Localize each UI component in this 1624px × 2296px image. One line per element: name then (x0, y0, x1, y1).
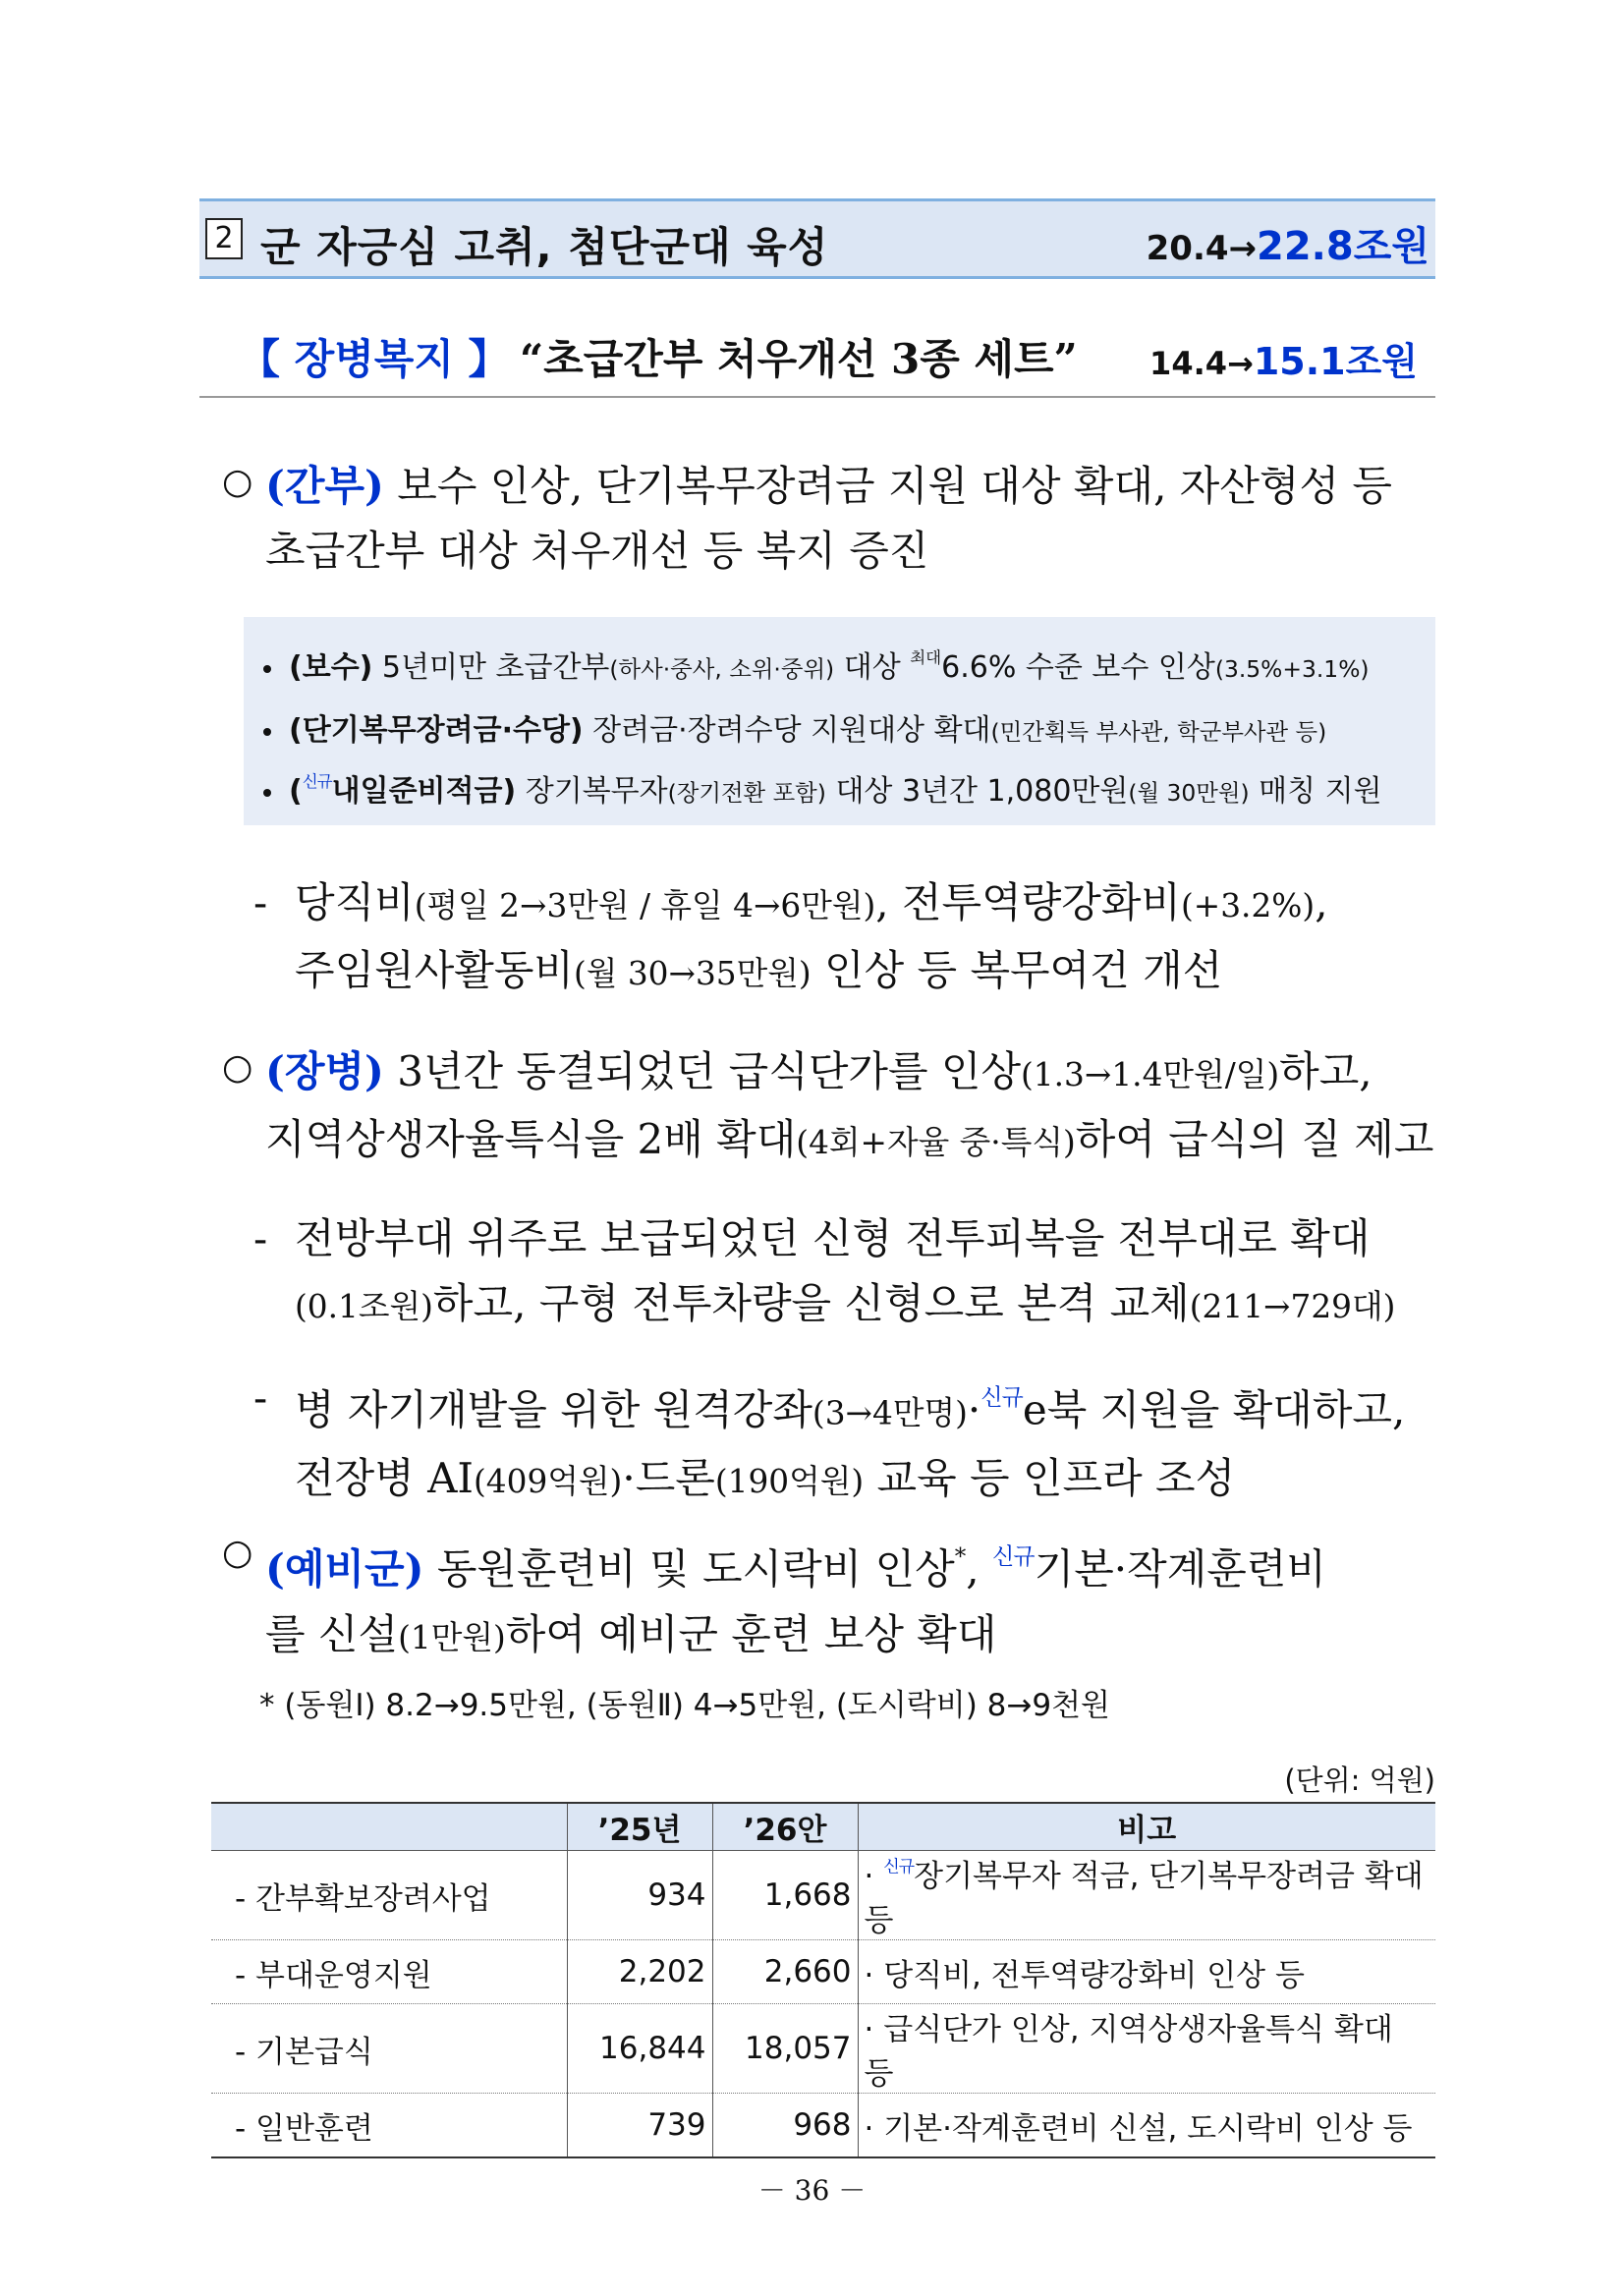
box-text: 6.6% 수준 보수 인상 (941, 650, 1215, 685)
box-small-text: (하사·중사, 소위·중위) (609, 655, 835, 683)
soldiers-label: (장병) (265, 1047, 384, 1095)
table-cell-2025: 2,202 (567, 1940, 712, 2004)
new-tag: 신규 (302, 771, 332, 791)
table-cell-2026: 18,057 (712, 2004, 858, 2094)
officers-line-2: 초급간부 대상 처우개선 등 복지 증진 (265, 527, 929, 575)
text: e북 지원을 확대하고, (1022, 1385, 1406, 1434)
table-cell-2026: 1,668 (712, 1851, 858, 1940)
box-sup-text: 최대 (910, 647, 942, 667)
table-cell-2025: 934 (567, 1851, 712, 1940)
text: 주임원사활동비 (295, 946, 575, 994)
table-cell-remark (858, 2004, 1435, 2094)
table-row (211, 2094, 1435, 2158)
reserve-label: (예비군) (265, 1544, 424, 1594)
box-item-label: (단기복무장려금·수당) (289, 713, 584, 748)
budget-table (211, 1802, 1435, 2158)
text: 하여 급식의 질 제고 (1075, 1115, 1434, 1163)
soldiers-line-1 (265, 1039, 1433, 1107)
box-text: 5년미만 초급간부 (372, 650, 610, 685)
table-header-row (211, 1803, 1435, 1851)
box-text: 장기복무자 (516, 774, 668, 809)
remark-text: 급식단가 인상, 지역상생자율특식 확대 등 (864, 2012, 1393, 2092)
box-item-label: (보수) (289, 650, 373, 685)
officers-label: (간부) (265, 462, 384, 510)
text: , (966, 1544, 992, 1594)
text: 를 신설 (265, 1609, 399, 1658)
remark-text: 기본·작계훈련비 신설, 도시락비 인상 등 (883, 2110, 1413, 2147)
table-cell-2026: 968 (712, 2094, 858, 2158)
small-text: (+3.2%) (1181, 887, 1316, 924)
soldiers-bullet: ○ (222, 1047, 253, 1088)
reserve-paragraph (265, 1525, 1326, 1670)
officers-line-1 (265, 454, 1392, 519)
table-header-remark: 비고 (858, 1803, 1435, 1851)
box-item-salary (263, 643, 1370, 686)
table-row (211, 2004, 1435, 2094)
remark-text: 장기복무자 적금, 단기복무장려금 확대 등 (864, 1859, 1424, 1938)
box-item-savings (263, 766, 1382, 810)
remark-text: 당직비, 전투역량강화비 인상 등 (883, 1957, 1305, 1993)
officer-details-box (244, 617, 1435, 825)
duty-line-2 (295, 938, 1328, 1006)
bullet-dot-icon (263, 728, 271, 736)
subsection-category: 【 장병복지 】 (239, 335, 510, 383)
table-cell-2025: 739 (567, 2094, 712, 2158)
subsection-header (199, 319, 1435, 398)
box-small-text: (장기전환 포함) (667, 779, 826, 807)
text: 동원훈련비 및 도시락비 인상 (423, 1544, 955, 1594)
text: 병 자기개발을 위한 원격강좌 (295, 1385, 812, 1434)
selfdev-paragraph (295, 1366, 1405, 1514)
subsection-budget (1149, 331, 1418, 385)
subsection-quote: “초급간부 처우개선 3종 세트” (520, 335, 1078, 383)
new-tag: 신규 (992, 1544, 1035, 1570)
reserve-line-2 (265, 1602, 1326, 1670)
duty-dash: - (253, 878, 268, 926)
text: 3년간 동결되었던 급식단가를 인상 (383, 1047, 1022, 1095)
small-text: (평일 2→3만원 / 휴일 4→6만원) (414, 887, 876, 924)
new-tag: 신규 (980, 1385, 1023, 1411)
table-cell-item: - 일반훈련 (211, 2094, 567, 2158)
text: 당직비 (295, 878, 415, 926)
reserve-bullet: ○ (222, 1533, 253, 1573)
soldiers-paragraph (265, 1039, 1433, 1175)
box-text: 장려금·장려수당 지원대상 확대 (583, 713, 991, 748)
table-cell-2026: 2,660 (712, 1940, 858, 2004)
text: 하여 예비군 훈련 보상 확대 (505, 1609, 997, 1658)
soldiers-line-2 (265, 1107, 1433, 1175)
officers-line-1-text: 보수 인상, 단기복무장려금 지원 대상 확대, 자산형성 등 (383, 462, 1392, 510)
footnote: * (동원Ⅰ) 8.2→9.5만원, (동원Ⅱ) 4→5만원, (도시락비) 8→9천원 (259, 1688, 1110, 1723)
section-budget (1147, 215, 1429, 271)
text: 교육 등 인프라 조성 (864, 1453, 1236, 1502)
box-small-text: (민간획득 부사관, 학군부사관 등) (990, 718, 1327, 746)
section-number-box: 2 (205, 218, 243, 259)
section-title: 군 자긍심 고취, 첨단군대 육성 (260, 223, 829, 271)
table-cell-item: - 부대운영지원 (211, 1940, 567, 2004)
small-text: (1.3→1.4만원/일) (1021, 1056, 1280, 1093)
reserve-line-1 (265, 1525, 1326, 1602)
new-tag: 신규 (883, 1857, 915, 1877)
table-cell-2025: 16,844 (567, 2004, 712, 2094)
text: , (1315, 878, 1328, 926)
budget-to: 22.8조원 (1257, 224, 1429, 269)
box-item-label: 내일준비적금) (331, 774, 517, 809)
remark-prefix: · (864, 1957, 884, 1993)
budget-arrow: → (1228, 229, 1258, 268)
uniform-line-2 (295, 1271, 1395, 1339)
duty-line-1 (295, 870, 1328, 938)
box-text: 매칭 지원 (1249, 774, 1382, 809)
table-row (211, 1940, 1435, 2004)
table-cell-remark (858, 1851, 1435, 1940)
box-item-label-open: ( (289, 774, 303, 809)
budget-from: 20.4 (1146, 229, 1229, 268)
selfdev-line-1 (295, 1366, 1405, 1446)
text: 하고, (1279, 1047, 1372, 1095)
table-cell-item: - 기본급식 (211, 2004, 567, 2094)
bullet-dot-icon (263, 789, 271, 797)
small-text: (409억원) (474, 1462, 623, 1500)
sub-budget-to: 15.1조원 (1253, 340, 1418, 383)
small-text: (3→4만명) (812, 1394, 968, 1432)
box-item-incentive (263, 705, 1326, 749)
selfdev-line-2 (295, 1446, 1405, 1514)
table-header-2026: ’26안 (712, 1803, 858, 1851)
officers-paragraph (265, 454, 1392, 584)
small-text: (0.1조원) (295, 1288, 433, 1325)
page-number: － 36 － (757, 2174, 867, 2207)
uniform-paragraph (295, 1206, 1395, 1339)
table-unit: (단위: 억원) (1284, 1764, 1435, 1797)
table-cell-remark (858, 2094, 1435, 2158)
text: 인상 등 복무여건 개선 (811, 946, 1223, 994)
uniform-line-1: 전방부대 위주로 보급되었던 신형 전투피복을 전부대로 확대 (295, 1214, 1371, 1262)
footnote-star: * (954, 1544, 967, 1570)
box-small-text: (3.5%+3.1%) (1214, 655, 1370, 683)
box-text: 대상 3년간 1,080만원 (825, 774, 1129, 809)
sub-budget-arrow: → (1227, 345, 1254, 382)
box-text: 대상 (834, 650, 911, 685)
text: ·드론 (622, 1453, 715, 1502)
table-cell-remark (858, 1940, 1435, 2004)
text: 전장병 AI (295, 1453, 474, 1502)
selfdev-dash: - (253, 1373, 268, 1422)
remark-prefix: · (864, 2012, 884, 2047)
text: , 전투역량강화비 (875, 878, 1181, 926)
table-header-2025: ’25년 (567, 1803, 712, 1851)
text: 기본·작계훈련비 (1034, 1544, 1326, 1594)
table-row (211, 1851, 1435, 1940)
text: 지역상생자율특식을 2배 확대 (265, 1115, 797, 1163)
small-text: (1만원) (398, 1618, 506, 1656)
text: · (967, 1385, 981, 1434)
small-text: (월 30→35만원) (574, 955, 812, 992)
small-text: (190억원) (714, 1462, 865, 1500)
officers-bullet: ○ (222, 462, 253, 502)
text: 하고, 구형 전투차량을 신형으로 본격 교체 (432, 1279, 1190, 1327)
small-text: (4회+자율 중·특식) (796, 1124, 1076, 1161)
small-text: (211→729대) (1189, 1288, 1396, 1325)
duty-paragraph (295, 870, 1328, 1006)
table-cell-item: - 간부확보장려사업 (211, 1851, 567, 1940)
sub-budget-from: 14.4 (1149, 345, 1227, 382)
table-header-item (211, 1803, 567, 1851)
box-small-text: (월 30만원) (1128, 779, 1250, 807)
bullet-dot-icon (263, 665, 271, 673)
remark-prefix: · (864, 2110, 884, 2147)
section-title-bar (199, 198, 1435, 279)
uniform-dash: - (253, 1214, 268, 1262)
remark-prefix: · (864, 1859, 884, 1894)
